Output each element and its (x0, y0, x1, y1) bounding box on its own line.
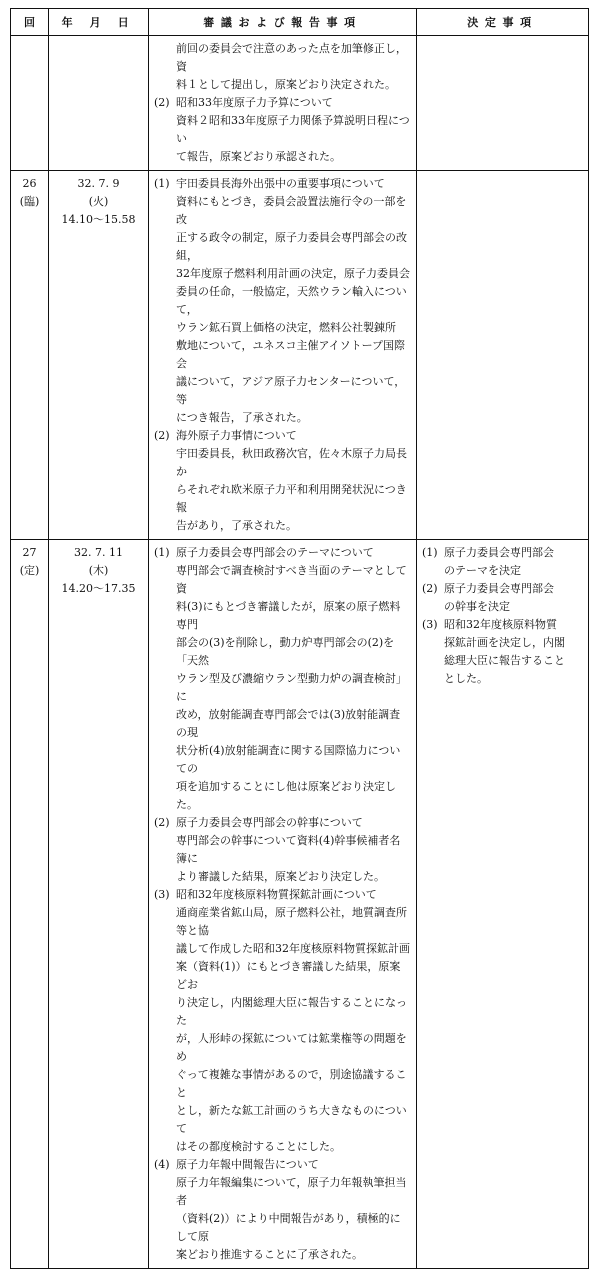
item-title: 宇田委員長海外出張中の重要事項について (176, 177, 385, 190)
row3-item-4 (154, 1156, 411, 1264)
item-number: (1) (422, 546, 438, 559)
decision-item-3 (422, 616, 583, 688)
item-number: (2) (154, 96, 170, 109)
row-27 (11, 540, 589, 1269)
row3-item-3 (154, 886, 411, 1156)
decision-item-2 (422, 580, 583, 616)
text-line: 状分析(4)放射能調査に関する国際協力についての (176, 744, 401, 775)
row-continued (11, 36, 589, 171)
item-number: (1) (154, 546, 170, 559)
text-line: の幹事を決定 (444, 600, 510, 613)
row1-continued-text (176, 40, 411, 94)
text-line: 委員の任命，一般協定，天然ウラン輸入について， (176, 285, 407, 316)
item-title: 昭和33年度原子力予算について (176, 96, 333, 109)
header-row (11, 9, 589, 36)
header-kai: 回 (11, 9, 49, 36)
text-line: 敷地について，ユネスコ主催アイソトープ国際会 (176, 339, 406, 370)
meeting-date: 32. 7. 9 (77, 177, 120, 190)
text-line: 正する政令の制定，原子力委員会専門部会の改組， (176, 231, 407, 262)
text-line: て報告，原案どおり承認された。 (176, 150, 341, 163)
text-line: とし，新たな鉱工計画のうち大きなものについて (176, 1104, 407, 1135)
text-line: ぐって複雑な事情があるので，別途協議すること (176, 1068, 407, 1099)
text-line: が，人形峠の探鉱については鉱業権等の問題をめ (176, 1032, 407, 1063)
row3-item-1 (154, 544, 411, 814)
row1-date-cell (49, 36, 149, 171)
row-26 (11, 171, 589, 540)
meeting-date: 32. 7. 11 (74, 546, 123, 559)
text-line: とした。 (444, 672, 488, 685)
text-line: 案どおり推進することに了承された。 (176, 1248, 363, 1261)
row1-decision-cell (417, 36, 589, 171)
meeting-number: 26 (22, 177, 37, 190)
meeting-time: 14.10～15.58 (61, 213, 136, 226)
text-line: ウラン鉱石買上価格の決定，燃料公社製錬所 (176, 321, 396, 334)
row3-main-cell (149, 540, 417, 1269)
text-line: 専門部会の幹事について資料(4)幹事候補者名簿に (176, 834, 401, 865)
text-line: 昭和32年度核原料物質 (444, 618, 557, 631)
text-line: 原子力年報編集について，原子力年報執筆担当者 (176, 1176, 407, 1207)
item-number: (1) (154, 177, 170, 190)
row1-item-2 (154, 94, 411, 166)
meeting-time: 14.20～17.35 (61, 582, 136, 595)
meeting-type: (臨) (19, 195, 40, 208)
text-line: 料(3)にもとづき審議したが，原案の原子燃料専門 (176, 600, 401, 631)
text-line: 資料２昭和33年度原子力関係予算説明日程につい (176, 114, 410, 145)
item-number: (3) (422, 618, 438, 631)
text-line: 案（資料(1)）にもとづき審議した結果，原案どお (176, 960, 401, 991)
row2-decision-cell (417, 171, 589, 540)
item-title: 海外原子力事情について (176, 429, 297, 442)
row2-main-cell (149, 171, 417, 540)
text-line: ウラン型及び濃縮ウラン型動力炉の調査検討」に (176, 672, 407, 703)
text-line: 通商産業省鉱山局，原子燃料公社，地質調査所等と協 (176, 906, 407, 937)
text-line: 前回の委員会で注意のあった点を加筆修正し，資 (176, 42, 407, 73)
text-line: 改め，放射能調査専門部会では(3)放射能調査の現 (176, 708, 401, 739)
text-line: 資料にもとづき，委員会設置法施行令の一部を改 (176, 195, 407, 226)
row2-item-1 (154, 175, 411, 427)
meeting-weekday: (火) (88, 195, 109, 208)
text-line: 料１として提出し，原案どおり決定された。 (176, 78, 396, 91)
item-title: 原子力委員会専門部会のテーマについて (176, 546, 374, 559)
meeting-weekday: (木) (88, 564, 109, 577)
header-decision: 決定事項 (417, 9, 589, 36)
header-date: 年 月 日 (49, 9, 149, 36)
text-line: 項を追加することにし他は原案どおり決定した。 (176, 780, 396, 811)
meeting-type: (定) (19, 564, 40, 577)
item-title: 昭和32年度核原料物質探鉱計画について (176, 888, 377, 901)
row2-item-2 (154, 427, 411, 535)
text-line: はその都度検討することにした。 (176, 1140, 341, 1153)
text-line: 専門部会で調査検討すべき当面のテーマとして資 (176, 564, 407, 595)
meeting-number: 27 (22, 546, 37, 559)
text-line: 32年度原子燃料利用計画の決定，原子力委員会 (176, 267, 410, 280)
text-line: 総理大臣に報告すること (444, 654, 565, 667)
row3-date-cell (49, 540, 149, 1269)
row1-kai-cell (11, 36, 49, 171)
item-number: (2) (154, 816, 170, 829)
text-line: 探鉱計画を決定し，内閣 (444, 636, 565, 649)
header-main: 審議および報告事項 (149, 9, 417, 36)
item-title: 原子力委員会専門部会の幹事について (176, 816, 363, 829)
text-line: 宇田委員長，秋田政務次官，佐々木原子力局長か (176, 447, 407, 478)
text-line: より審議した結果，原案どおり決定した。 (176, 870, 385, 883)
text-line: につき報告，了承された。 (176, 411, 308, 424)
item-number: (2) (154, 429, 170, 442)
row3-item-2 (154, 814, 411, 886)
minutes-table (10, 8, 589, 1269)
item-number: (2) (422, 582, 438, 595)
item-number: (4) (154, 1158, 170, 1171)
text-line: らそれぞれ欧米原子力平和利用開発状況につき報 (176, 483, 407, 514)
text-line: 議して作成した昭和32年度核原料物質探鉱計画 (176, 942, 410, 955)
text-line: 部会の(3)を削除し，動力炉専門部会の(2)を「天然 (176, 636, 395, 667)
text-line: り決定し，内閣総理大臣に報告することになった (176, 996, 407, 1027)
text-line: 原子力委員会専門部会 (444, 546, 554, 559)
decision-item-1 (422, 544, 583, 580)
row2-kai-cell (11, 171, 49, 540)
item-title: 原子力年報中間報告について (176, 1158, 319, 1171)
text-line: 議について，アジア原子力センターについて，等 (176, 375, 406, 406)
text-line: （資料(2)）により中間報告があり，積極的にして原 (176, 1212, 401, 1243)
row3-kai-cell (11, 540, 49, 1269)
row2-date-cell (49, 171, 149, 540)
row1-main-cell (149, 36, 417, 171)
text-line: 告があり，了承された。 (176, 519, 297, 532)
item-number: (3) (154, 888, 170, 901)
text-line: のテーマを決定 (444, 564, 521, 577)
text-line: 原子力委員会専門部会 (444, 582, 554, 595)
row3-decision-cell (417, 540, 589, 1269)
